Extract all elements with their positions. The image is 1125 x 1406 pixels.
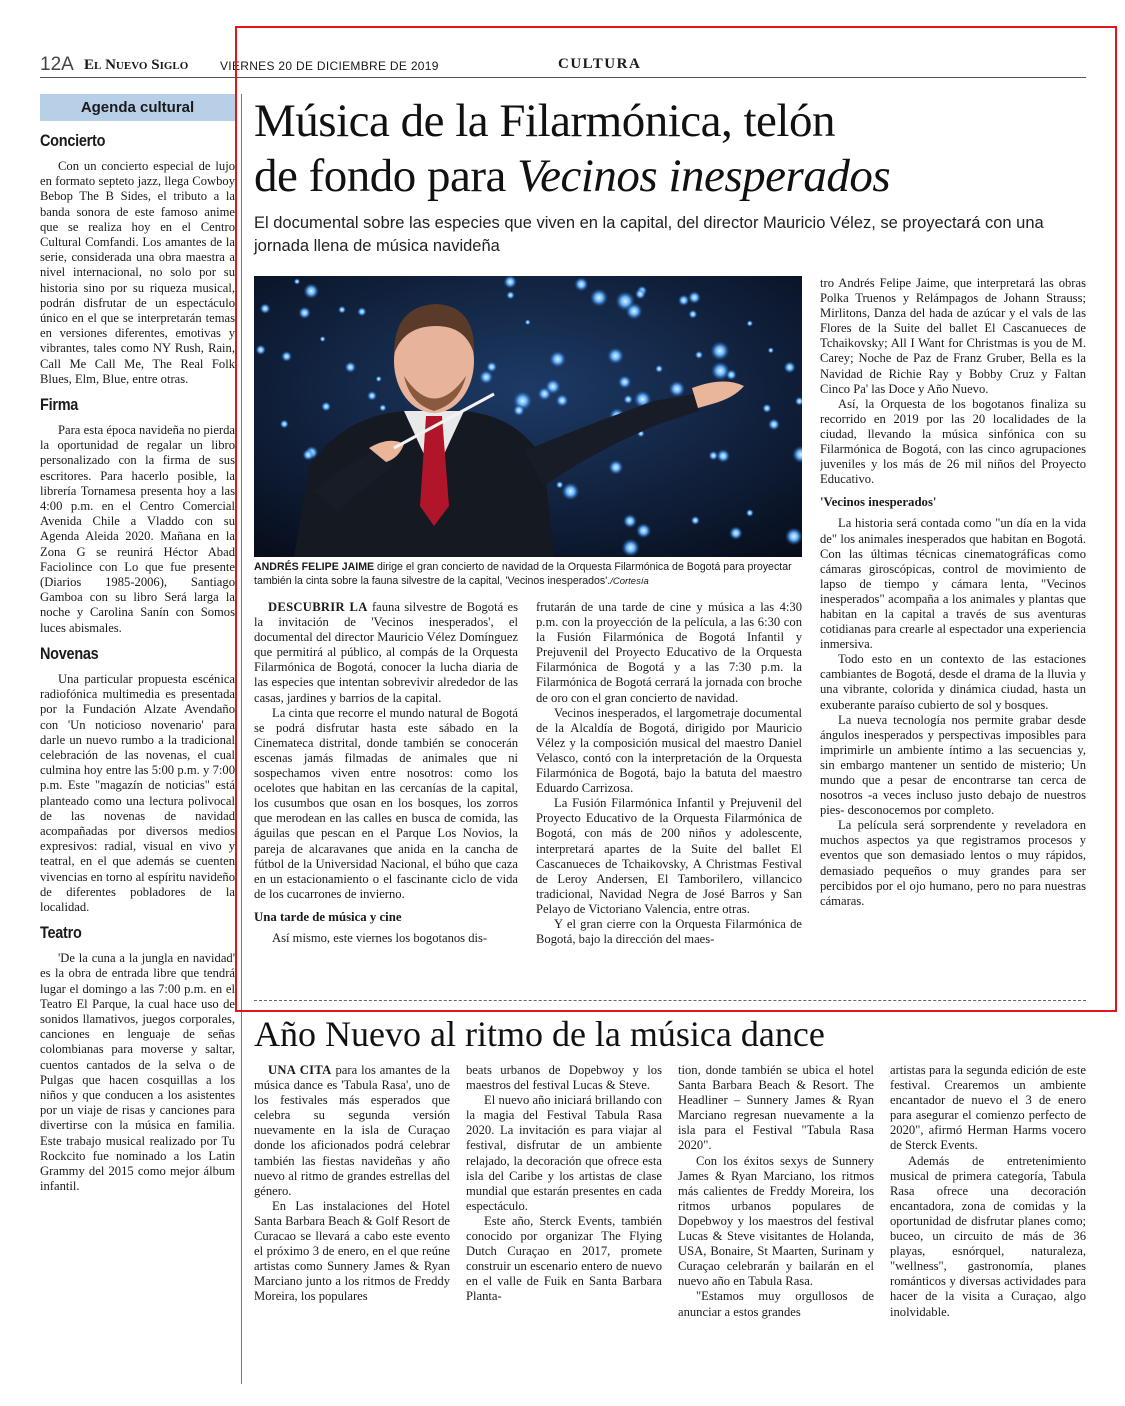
article-standfirst: El documental sobre las especies que viven en la capital, del director Mauricio Vélez, se proyectará con una jornada llena de música navideña [254,214,1044,255]
headline-line-1: Música de la Filarmónica, telón [254,95,835,147]
article2-column-4 [890,1063,1086,1385]
agenda-heading-firma: Firma [40,395,79,415]
article2-column-3 [678,1063,874,1385]
article2-column-2 [466,1063,662,1385]
agenda-sidebar [40,94,235,1384]
col1-paragraph-3: Así mismo, este viernes los bogotanos dis- [272,930,488,945]
article2-column-1 [254,1063,450,1385]
col2-paragraph-1: frutarán de una tarde de cine y música a las 4:30 p.m. con la proyección de la película, a las 6:30 con la Fusión Filarmónica de Bogotá Infantil y Prejuvenil del Proyecto Educativo de la Orquesta Filarmónica de Bogotá y a las 7:30 p.m. la Filarmónica de Bogotá cerrará la jornada con broche de oro con el gran concierto de navidad. [536,600,802,705]
col1-p1: fauna silvestre de Bogotá es la invitación de 'Vecinos inesperados', el documental del director Mauricio Vélez Domínguez que permitirá al público, al compás de la Orquesta Filarmónica de Bogotá, conocer la lucha diaria de las especies que intentan sobrevivir alrededor de las casas, jardines y barrios de la capital. [254,600,518,705]
headline-plain: de fondo para [254,150,518,202]
col3-paragraph-5: La nueva tecnología nos permite grabar desde ángulos inesperados y perspectivas imposibles para imprimirle un ambiente íntimo a las secuencias y, sin embargo mantener un sentido de misterio; Un mundo que a pesar de encontrarse tan cerca de nosotros -a veces incluso justo debajo de nuestros pies- desconocemos por completo. [820,712,1086,818]
agenda-heading-novenas: Novenas [40,643,99,663]
agenda-title: Agenda cultural [40,94,235,121]
col2-paragraph-4: Y el gran cierre con la Orquesta Filarmónica de Bogotá, bajo la dirección del maes- [536,916,802,947]
a2-col1-paragraph-1 [254,1063,450,1199]
a2-col1-paragraph-2: En Las instalaciones del Hotel Santa Barbara Beach & Golf Resort de Curacao se llevará a cabo este evento el próximo 3 de enero, en el que reúne artistas como Sunnery James & Ryan Marciano junto a los ritmos de Freddy Moreira, los populares [254,1198,450,1304]
a2-col4-paragraph-1: artistas para la segunda edición de este festival. Crearemos un ambiente encantador de nuevo el 3 de enero para asegurar el comienzo perfecto de 2020", afirmó Herman Harms vocero de Sterck Events. [890,1063,1086,1153]
a2-col2-paragraph-3: Este año, Sterck Events, también conocido por organizar The Flying Dutch Curaçao en 2017, promete construir un escenario entero de nuevo en el valle de Fuik en Santa Barbara Planta- [466,1213,662,1304]
a2-col3-paragraph-3: "Estamos muy orgullosos de anunciar a estos grandes [678,1289,874,1319]
caption-credit: /Cortesía [610,575,649,587]
col1-subhead: Una tarde de música y cine [254,909,402,924]
newspaper-name: El Nuevo Siglo [84,57,189,73]
section-name: CULTURA [558,56,642,72]
col1-paragraph-2: La cinta que recorre el mundo natural de Bogotá se podrá disfrutar hasta este sábado en la Cinemateca distrital, donde también se conocerán escenas jamás filmadas de animales que ni sospechamos viven entre nosotros: como los ocelotes que habitan en las cercanías de la capital, los cusumbos que osan en los bosques, los zorros que merodean en las calles en busca de comida, las águilas que pescan en el Parque Los Novios, la pareja de alcaravanes que anida en la cancha de fútbol de la Universidad Nacional, el búho que caza en un estacionamiento o el fascinante ciclo de vida de los cucarrones de invierno. [254,705,518,901]
a2-col2-paragraph-1: beats urbanos de Dopebwoy y los maestros del festival Lucas & Steve. [466,1063,662,1093]
caption-lead: ANDRÉS FELIPE JAIME [254,561,375,573]
page-number: 12A [40,54,74,75]
col3-paragraph-4: Todo esto en un contexto de las estaciones cambiantes de Bogotá, desde el drama de la lluvia y una vibrante, colorida y dinámica ciudad, hasta un exuberante paraíso cubierto de sol y bosques. [820,652,1086,712]
col2-paragraph-3: La Fusión Filarmónica Infantil y Prejuvenil del Proyecto Educativo de la Orquesta Filarmónica de Bogotá, con más de 200 niños y adolescente, interpretará apartes de la Suite del ballet El Cascanueces de Tchaikovsky, A Christmas Festival de Leroy Andersen, El Tamborilero, villancico tradicional, Navidad Negra de José Barros y San Pelayo de Victoriano Valencia, entre otras. [536,796,802,916]
a2-col1-lead: UNA CITA [268,1063,332,1077]
col1-lead: DESCUBRIR LA [268,600,368,614]
a2-col4-paragraph-2: Además de entretenimiento musical de primera categoría, Tabula Rasa ofrece una decoración encantadora, zona de comidas y la oportunidad de disfrutar planes como; buceo, un circuito de más de 36 playas, esnórquel, naturaleza, "wellness", gastronomía, planes románticos y diversas actividades para hacer de la visita a Curaçao, algo inolvidable. [890,1153,1086,1319]
a2-col3-paragraph-1: tion, donde también se ubica el hotel Santa Barbara Beach & Resort. The Headliner – Sunnery James & Ryan Marciano regresan nuevamente a la isla para el Festival "Tabula Rasa 2020". [678,1063,874,1153]
col3-subhead: 'Vecinos inesperados' [820,495,937,510]
col2-paragraph-2: Vecinos inesperados, el largometraje documental de la Alcaldía de Bogotá, dirigido por Mauricio Vélez y la composición musical del maestro Daniel Velasco, contó con la interpretación de la Orquesta Filarmónica de Bogotá, bajo la batuta del maestro Eduardo Carrizosa. [536,705,802,796]
col3-paragraph-2: Así, la Orquesta de los bogotanos finaliza su recorrido en 2019 por las 20 localidades de la ciudad, llevando la música sinfónica con su Filarmónica de Bogotá, con las cinco agrupaciones juveniles y los más de 26 mil niños del Proyecto Educativo. [820,396,1086,487]
caption-text: dirige el gran concierto de navidad de la Orquesta Filarmónica de Bogotá para proyectar también la cinta sobre la fauna silvestre de la capital, 'Vecinos inesperados'. [254,561,792,587]
article2-headline: Año Nuevo al ritmo de la música dance [254,1014,825,1054]
agenda-text-firma: Para esta época navideña no pierda la oportunidad de regalar un libro personalizado con la firma de sus escritores. Para hacerlo posible, la librería Tornamesa presenta hoy a las 4:00 p.m. en el Centro Comercial Avenida Chile a Vladdo con su Agenda Aleida 2020. Mañana en la Zona G se reunirá Héctor Abad Faciolince con Lo que fue presente (Diarios 1985-2006), Santiago Gamboa con su libro Será larga la noche y Carolina Sanín con Somos luces abismales. [40,423,235,635]
agenda-text-concierto: Con un concierto especial de lujo en formato septeto jazz, llega Cowboy Bebop The B Sides, el tributo a la banda sonora de este famoso anime que se realiza hoy en el Centro Cultural Comfandi. Los amantes de la serie, considerada una obra maestra a nivel internacional, no solo por su historia sino por su riqueza musical, podrán disfrutar de un espectáculo único en el que se interpretarán temas en versiones diferentes, emotivas y vibrantes, tales como NY Rush, Rain, Call Me Call Me, The Real Folk Blues, Elm, Blue, entre otras. [40,159,235,386]
col3-paragraph-3: La historia será contada como "un día en la vida de" los animales inesperados que habitan en Bogotá. Con las últimas técnicas cinematográficas como cámaras giroscópicas, control de movimiento de lapso de tiempo y cámara lenta, "Vecinos inesperados" acompaña a los animales y plantas que habitan en la capital a través de sus aventuras cotidianas para crearle al espectador una experiencia inmersiva. [820,516,1086,652]
issue-date: VIERNES 20 DE DICIEMBRE DE 2019 [220,59,439,73]
agenda-text-teatro: 'De la cuna a la jungla en navidad' es la obra de entrada libre que tendrá lugar el domingo a las 7:00 p.m. en el Teatro El Parque, la cual hace uso de sonidos llamativos, juegos corporales, canciones en lenguaje de señas colombianas para moverse y saltar, cuentos cantados de la selva o de Pulgas que hacen cosquillas a los niños y que conducen a los asistentes por un viaje de risas y canciones para divertirse con la música en familia. Este trabajo musical realizado por Tu Rockcito fue nominado a los Latin Grammy del 2015 como mejor álbum infantil. [40,951,235,1194]
a2-col1-p1: para los amantes de la música dance es 'Tabula Rasa', uno de los festivales más esperados que celebra su segunda versión nuevamente en la isla de Curaçao donde los aficionados podrá celebrar también las fiestas navideñas y año nuevo al ritmo de grandes estrellas del género. [254,1063,450,1198]
col3-paragraph-6: La película será sorprendente y reveladora en muchos aspectos ya que registramos procesos y eventos que son demasiado lentos o muy rápidos, demasiado pequeños o muy grandes para ser percibidos por el ojo humano, pero no para nuestras cámaras. [820,818,1086,908]
agenda-heading-concierto: Concierto [40,131,106,150]
a2-col3-paragraph-2: Con los éxitos sexys de Sunnery James & Ryan Marciano, los ritmos más calientes de Freddy Moreira, los ritmos urbanos populares de Dopebwoy y los maestros del festival Lucas & Steve visitantes de Holanda, USA, Bonaire, St Maarten, Surinam y Curaçao celebrarán y bailarán en el nuevo año en Tabula Rasa. [678,1153,874,1289]
col3-paragraph-1: tro Andrés Felipe Jaime, que interpretará las obras Polka Truenos y Relámpagos de Johann Strauss; Mirlitons, Danza del hada de azúcar y el vals de las Flores de la Suite del ballet El Cascanueces de Tchaikovsky; All I Want for Christmas is you de M. Carey; Noche de Paz de Franz Gruber, Bella es la Navidad de Richie Ray y Bobby Cruz y Faltan Cinco Pa' las Doce y Año Nuevo. [820,276,1086,396]
a2-col2-paragraph-2: El nuevo año iniciará brillando con la magia del Festival Tabula Rasa 2020. La invitación es para viajar al festival, disfrutar de un ambiente relajado, la decoración que ofrece esta isla del Caribe y los artistas de clase mundial que estarán presentes en cada espectáculo. [466,1093,662,1213]
agenda-text-novenas: Una particular propuesta escénica radiofónica multimedia es presentada por la Fundación Alzate Avendaño con 'Un noticioso novenario' para darle un nuevo rumbo a la tradicional celebración de las novenas, el cual culmina hoy entre las 5:00 p.m. y 7:00 p.m. Este "magazín de noticias" está planteado como una lectura polivocal de las novenas de navidad acompañadas por diversos medios expresivos: radial, visual en vivo y teatral, en el que además se cuenten vivencias en torno al espíritu navideño de diferentes pobladores de la localidad. [40,671,235,914]
headline-italic: Vecinos inesperados [517,150,891,202]
annotation-highlight-box [235,26,1117,1012]
agenda-heading-teatro: Teatro [40,923,82,943]
